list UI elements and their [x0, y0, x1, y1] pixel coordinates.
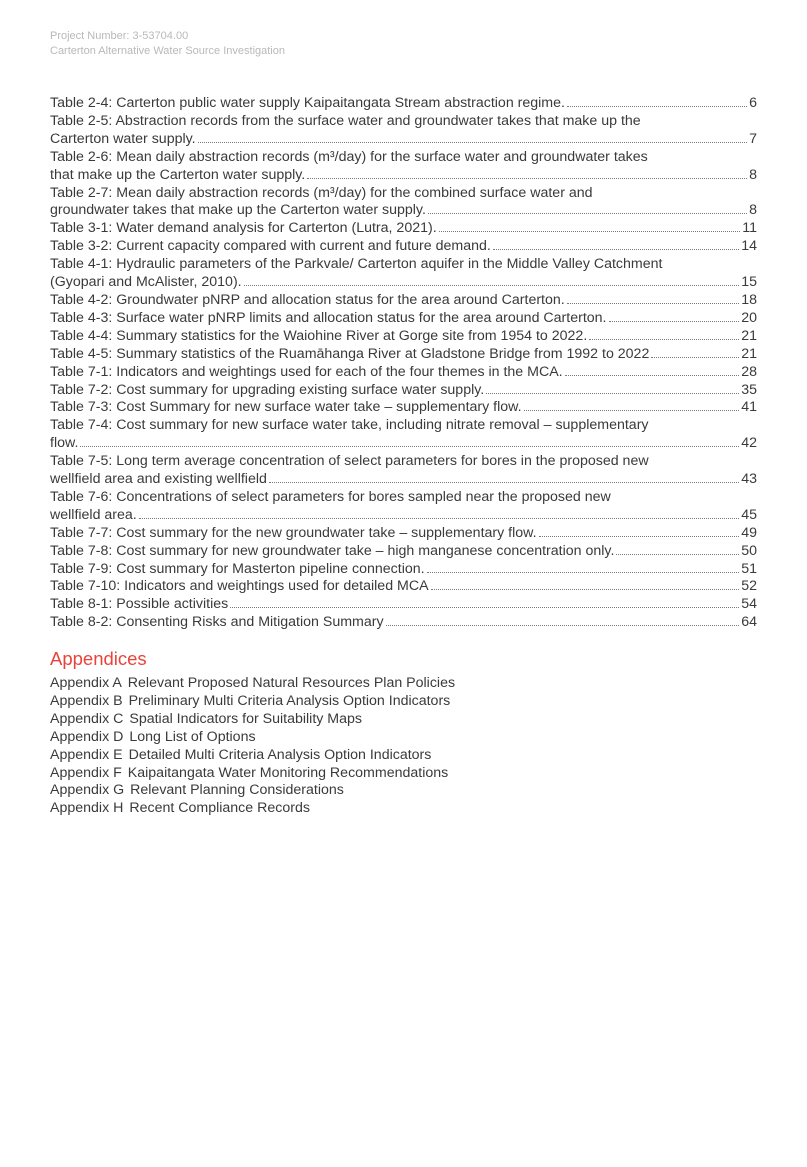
toc-entry-text: Table 3-2: Current capacity compared with current and future demand. [50, 238, 491, 255]
toc-entry-line [50, 596, 757, 614]
toc-entry[interactable] [50, 310, 757, 328]
toc-entry-line [50, 310, 757, 328]
toc-entry-text: Table 3-1: Water demand analysis for Carterton (Lutra, 2021). [50, 220, 437, 237]
toc-page-number: 8 [749, 166, 757, 183]
toc-entry[interactable] [50, 561, 757, 579]
appendix-code: Appendix B [50, 692, 123, 709]
appendix-item[interactable] [50, 729, 757, 747]
toc-entry-text: Table 7-4: Cost summary for new surface water take, including nitrate removal – supplementary [50, 417, 649, 434]
toc-page-number: 21 [741, 327, 757, 344]
toc-page-number: 15 [741, 274, 757, 291]
toc-entry-text: Carterton water supply. [50, 130, 196, 147]
toc-page-number: 51 [741, 560, 757, 577]
dot-leader [439, 231, 741, 232]
toc-entry[interactable] [50, 596, 757, 614]
appendices-list [50, 675, 757, 818]
dot-leader [565, 375, 740, 376]
project-name: Carterton Alternative Water Source Investigation [50, 45, 285, 57]
toc-entry-line [50, 435, 757, 453]
toc-entry-line [50, 382, 757, 400]
dot-leader [307, 178, 747, 179]
appendix-title: Spatial Indicators for Suitability Maps [129, 710, 362, 727]
toc-page-number: 43 [741, 471, 757, 488]
toc-entry-line [50, 185, 757, 203]
toc-entry[interactable] [50, 292, 757, 310]
toc-page-number: 21 [741, 345, 757, 362]
dot-leader [567, 106, 747, 107]
toc-entry[interactable] [50, 149, 757, 185]
appendix-code: Appendix E [50, 746, 123, 763]
toc-entry-line [50, 131, 757, 149]
toc-entry-line [50, 614, 757, 632]
toc-entry-text: wellfield area and existing wellfield [50, 471, 267, 488]
list-of-tables [50, 95, 757, 632]
dot-leader [616, 554, 739, 555]
toc-entry-text: (Gyopari and McAlister, 2010). [50, 274, 242, 291]
toc-entry-text: that make up the Carterton water supply. [50, 166, 306, 183]
toc-page-number: 52 [741, 578, 757, 595]
dot-leader [493, 249, 739, 250]
toc-entry-text: Table 4-2: Groundwater pNRP and allocation status for the area around Carterton. [50, 291, 565, 308]
dot-leader [609, 321, 740, 322]
toc-entry-text: Table 7-1: Indicators and weightings used for each of the four themes in the MCA. [50, 363, 563, 380]
toc-entry[interactable] [50, 399, 757, 417]
toc-entry-line [50, 507, 757, 525]
toc-page-number: 54 [741, 596, 757, 613]
appendices-heading: Appendices [50, 648, 147, 669]
toc-page-number: 50 [741, 542, 757, 559]
toc-page-number: 18 [741, 291, 757, 308]
toc-entry-line [50, 417, 757, 435]
toc-page-number: 8 [749, 202, 757, 219]
toc-entry-line [50, 238, 757, 256]
toc-page-number: 28 [741, 363, 757, 380]
appendix-title: Recent Compliance Records [129, 800, 310, 817]
project-number: Project Number: 3-53704.00 [50, 30, 189, 42]
dot-leader [524, 410, 740, 411]
toc-entry[interactable] [50, 614, 757, 632]
toc-entry[interactable] [50, 113, 757, 149]
toc-page-number: 20 [741, 309, 757, 326]
toc-entry[interactable] [50, 578, 757, 596]
dot-leader [244, 285, 740, 286]
toc-page-number: 7 [749, 130, 757, 147]
toc-entry-line [50, 292, 757, 310]
toc-entry[interactable] [50, 220, 757, 238]
toc-entry-text: Table 7-7: Cost summary for the new groundwater take – supplementary flow. [50, 524, 537, 541]
toc-page-number: 11 [742, 220, 757, 237]
appendix-item[interactable] [50, 800, 757, 818]
appendix-item[interactable] [50, 765, 757, 783]
toc-entry-text: wellfield area. [50, 506, 137, 523]
dot-leader [486, 393, 739, 394]
toc-entry-text: Table 4-5: Summary statistics of the Ruamāhanga River at Gladstone Bridge from 1992 to 2022 [50, 345, 650, 362]
toc-entry[interactable] [50, 382, 757, 400]
appendix-code: Appendix D [50, 728, 124, 745]
appendix-title: Relevant Planning Considerations [130, 782, 344, 799]
toc-entry-line [50, 453, 757, 471]
toc-entry-text: Table 4-4: Summary statistics for the Waiohine River at Gorge site from 1954 to 2022. [50, 327, 588, 344]
toc-page-number: 14 [741, 238, 757, 255]
toc-entry-text: Table 2-5: Abstraction records from the surface water and groundwater takes that make up the [50, 112, 641, 129]
appendix-code: Appendix G [50, 782, 125, 799]
toc-entry-line [50, 328, 757, 346]
toc-entry[interactable] [50, 346, 757, 364]
toc-entry-text: Table 8-1: Possible activities [50, 596, 229, 613]
toc-entry-text: Table 7-6: Concentrations of select parameters for bores sampled near the proposed new [50, 488, 611, 505]
appendices-section [50, 647, 757, 818]
appendix-item[interactable] [50, 747, 757, 765]
appendix-title: Preliminary Multi Criteria Analysis Option Indicators [128, 692, 451, 709]
toc-entry-text: Table 7-9: Cost summary for Masterton pipeline connection. [50, 560, 425, 577]
toc-page-number: 45 [741, 506, 757, 523]
page-header [50, 29, 285, 59]
toc-entry-text: Table 2-6: Mean daily abstraction records (m³/day) for the surface water and groundwater takes [50, 148, 648, 165]
toc-entry-line [50, 256, 757, 274]
toc-entry[interactable] [50, 256, 757, 292]
toc-entry-text: Table 4-1: Hydraulic parameters of the Parkvale/ Carterton aquifer in the Middle Valley Catchment [50, 256, 663, 273]
toc-page-number: 64 [741, 614, 757, 631]
toc-page-number: 49 [741, 524, 757, 541]
appendix-code: Appendix A [50, 675, 122, 691]
appendix-code: Appendix F [50, 764, 122, 781]
appendix-title: Kaipaitangata Water Monitoring Recommendations [127, 764, 449, 781]
dot-leader [651, 357, 739, 358]
toc-entry-line [50, 489, 757, 507]
appendix-title: Relevant Proposed Natural Resources Plan Policies [127, 675, 456, 691]
dot-leader [539, 536, 740, 537]
toc-entry-line [50, 274, 757, 292]
toc-entry-text: flow. [50, 435, 79, 452]
toc-entry-line [50, 220, 757, 238]
toc-entry-line [50, 95, 757, 113]
toc-page-number: 41 [741, 399, 757, 416]
toc-entry-line [50, 471, 757, 489]
dot-leader [139, 518, 739, 519]
dot-leader [198, 142, 747, 143]
toc-entry-line [50, 543, 757, 561]
appendix-item[interactable] [50, 782, 757, 800]
toc-page-number: 35 [741, 381, 757, 398]
dot-leader [230, 607, 739, 608]
toc-entry[interactable] [50, 543, 757, 561]
toc-entry-line [50, 399, 757, 417]
toc-entry-line [50, 561, 757, 579]
dot-leader [427, 572, 740, 573]
toc-entry[interactable] [50, 489, 757, 525]
toc-entry-text: Table 7-10: Indicators and weightings used for detailed MCA [50, 578, 429, 595]
appendix-code: Appendix H [50, 800, 124, 817]
toc-entry-text: Table 7-5: Long term average concentration of select parameters for bores in the proposed new [50, 453, 649, 470]
toc-page-number: 6 [749, 95, 757, 111]
toc-entry[interactable] [50, 364, 757, 382]
dot-leader [567, 303, 739, 304]
dot-leader [431, 589, 740, 590]
toc-entry-line [50, 113, 757, 131]
appendix-title: Long List of Options [129, 728, 256, 745]
toc-entry-line [50, 578, 757, 596]
toc-entry[interactable] [50, 525, 757, 543]
toc-entry-line [50, 149, 757, 167]
appendix-item[interactable] [50, 711, 757, 729]
toc-entry-text: Table 7-2: Cost summary for upgrading existing surface water supply. [50, 381, 485, 398]
appendix-title: Detailed Multi Criteria Analysis Option Indicators [128, 746, 432, 763]
toc-entry-text: groundwater takes that make up the Carterton water supply. [50, 202, 426, 219]
toc-entry-text: Table 4-3: Surface water pNRP limits and allocation status for the area around Carterton. [50, 309, 607, 326]
toc-entry-line [50, 364, 757, 382]
toc-entry[interactable] [50, 238, 757, 256]
toc-entry-line [50, 202, 757, 220]
toc-entry-line [50, 167, 757, 185]
toc-entry[interactable] [50, 453, 757, 489]
appendix-item[interactable] [50, 693, 757, 711]
toc-entry-text: Table 2-7: Mean daily abstraction records (m³/day) for the combined surface water and [50, 184, 593, 201]
appendix-code: Appendix C [50, 710, 124, 727]
toc-entry-text: Table 7-8: Cost summary for new groundwater take – high manganese concentration only. [50, 542, 615, 559]
toc-entry-text: Table 2-4: Carterton public water supply Kaipaitangata Stream abstraction regime. [50, 95, 565, 111]
toc-entry[interactable] [50, 185, 757, 221]
toc-entry[interactable] [50, 417, 757, 453]
toc-entry-line [50, 525, 757, 543]
dot-leader [386, 625, 740, 626]
toc-page-number: 42 [741, 435, 757, 452]
toc-entry-text: Table 8-2: Consenting Risks and Mitigation Summary [50, 614, 384, 631]
toc-entry[interactable] [50, 328, 757, 346]
toc-entry-text: Table 7-3: Cost Summary for new surface water take – supplementary flow. [50, 399, 522, 416]
appendix-item[interactable] [50, 675, 757, 693]
toc-entry-line [50, 346, 757, 364]
dot-leader [428, 213, 747, 214]
toc-entry[interactable] [50, 95, 757, 113]
dot-leader [589, 339, 739, 340]
dot-leader [269, 482, 739, 483]
dot-leader [80, 446, 739, 447]
